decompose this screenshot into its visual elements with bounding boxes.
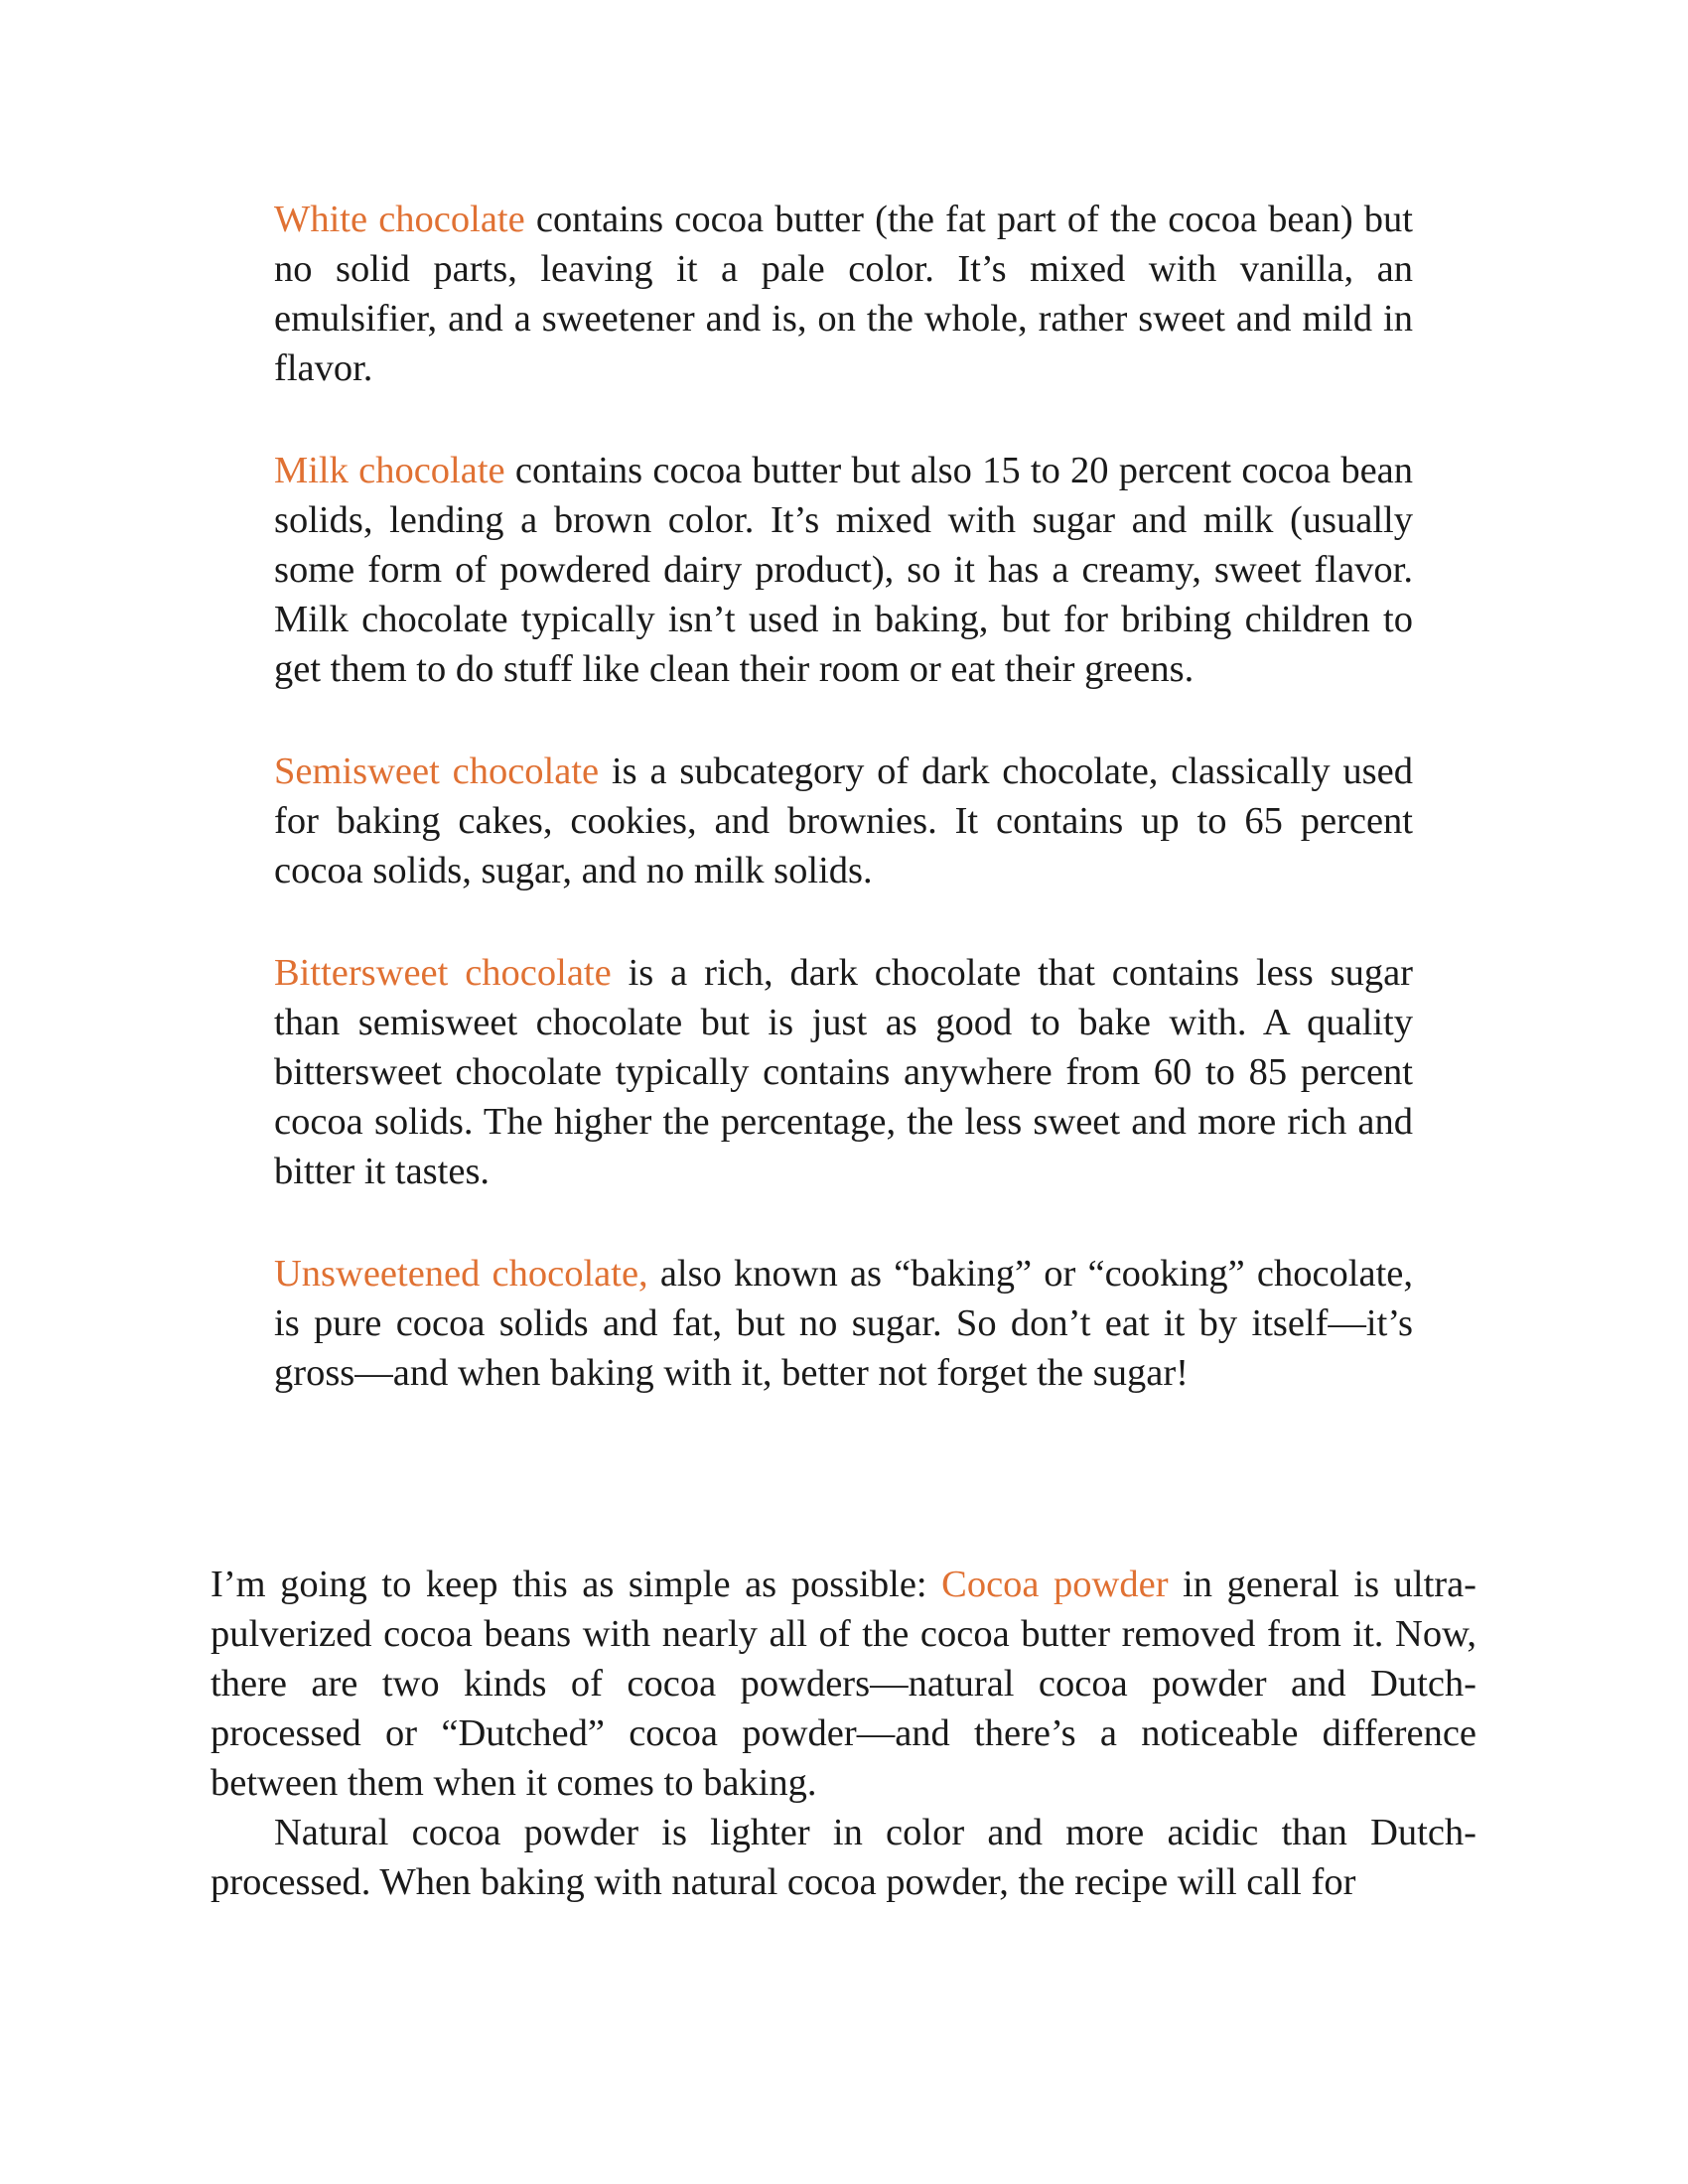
term-cocoa-powder: Cocoa powder (941, 1564, 1169, 1605)
definition-milk-chocolate (274, 446, 1413, 694)
definition-text: is a subcategory of dark chocolate, classically used for baking cakes, cookies, and brownies. It contains up to 65 percent cocoa solids, sugar, and no milk solids. (274, 751, 1413, 891)
definition-semisweet-chocolate (274, 747, 1413, 895)
body-text-after: in general is ultra-pulverized cocoa beans with nearly all of the cocoa butter removed from it. Now, there are two kinds of cocoa powders—natural cocoa powder and Dutch-processed or “Dutched” cocoa powder—and there’s a noticeable difference between them when it comes to baking. (211, 1564, 1477, 1804)
definition-white-chocolate (274, 195, 1413, 393)
definition-bittersweet-chocolate (274, 948, 1413, 1196)
term-semisweet-chocolate: Semisweet chocolate (274, 751, 600, 792)
definition-text: contains cocoa butter but also 15 to 20 percent cocoa bean solids, lending a brown color. It’s mixed with sugar and milk (usually some form of powdered dairy product), so it has a creamy, sweet flavor. Milk chocolate typically isn’t used in baking, but for bribing children to get them to do stuff like clean their room or eat their greens. (274, 450, 1413, 690)
term-white-chocolate: White chocolate (274, 199, 525, 240)
definition-unsweetened-chocolate (274, 1249, 1413, 1398)
definition-text: contains cocoa butter (the fat part of the cocoa bean) but no solid parts, leaving it a pale color. It’s mixed with vanilla, an emulsifier, and a sweetener and is, on the whole, rather sweet and mild in flavor. (274, 199, 1413, 389)
term-milk-chocolate: Milk chocolate (274, 450, 505, 491)
definition-text: also known as “baking” or “cooking” chocolate, is pure cocoa solids and fat, but no sugar. So don’t eat it by itself—it’s gross—and when baking with it, better not forget the sugar! (274, 1253, 1413, 1394)
term-bittersweet-chocolate: Bittersweet chocolate (274, 952, 612, 994)
cocoa-powder-section (211, 1560, 1477, 1907)
body-paragraph-natural-cocoa: Natural cocoa powder is lighter in color and more acidic than Dutch-processed. When baking with natural cocoa powder, the recipe will call for (211, 1812, 1477, 1903)
definition-text: is a rich, dark chocolate that contains less sugar than semisweet chocolate but is just as good to bake with. A quality bittersweet chocolate typically contains anywhere from 60 to 85 percent cocoa solids. The higher the percentage, the less sweet and more rich and bitter it tastes. (274, 952, 1413, 1192)
body-paragraph-cocoa-powder (211, 1560, 1477, 1808)
term-unsweetened-chocolate: Unsweetened chocolate, (274, 1253, 648, 1295)
body-text-before: I’m going to keep this as simple as possible: (211, 1564, 942, 1605)
chocolate-definitions (274, 195, 1413, 1450)
